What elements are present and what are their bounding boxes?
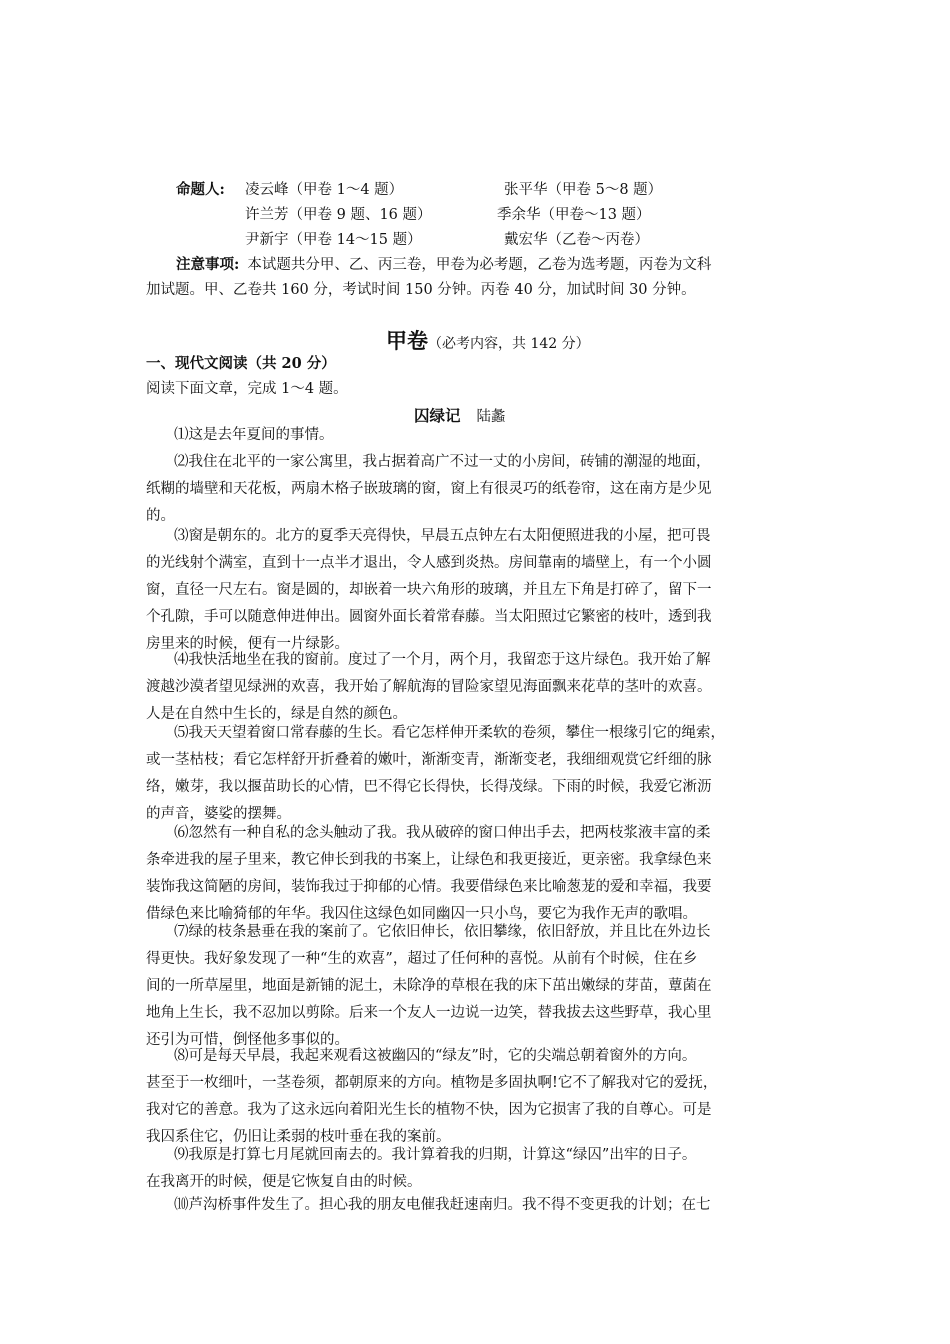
- paragraph-line: 纸糊的墙壁和天花板，两扇木格子嵌玻璃的窗，窗上有很灵巧的纸卷帘，这在南方是少见: [146, 481, 712, 497]
- section-title: [386, 325, 590, 355]
- paragraph-line: 渡越沙漠者望见绿洲的欢喜，我开始了解航海的冒险家望见海面飘来花草的茎叶的欢喜。: [146, 679, 712, 695]
- paragraph-line: 络，嫩芽，我以揠苗助长的心情，巴不得它长得快，长得茂绿。下雨的时候，我爱它淅沥: [146, 779, 712, 795]
- paragraph-line: ⑵我住在北平的一家公寓里，我占据着高广不过一丈的小房间，砖铺的潮湿的地面，: [174, 454, 711, 470]
- paragraph-line: ⑹忽然有一种自私的念头触动了我。我从破碎的窗口伸出手去，把两枝浆液丰富的柔: [174, 825, 711, 841]
- notice-label: 注意事项:: [176, 256, 240, 273]
- paragraph-line: ⑷我快活地坐在我的窗前。度过了一个月，两个月，我留恋于这片绿色。我开始了解: [174, 652, 711, 668]
- paragraph-line: ⑸我天天望着窗口常春藤的生长。看它怎样伸开柔软的卷须，攀住一根缘引它的绳索，: [174, 725, 725, 741]
- paragraph-line: 甚至于一枚细叶，一茎卷须，都朝原来的方向。植物是多固执啊!它不了解我对它的爱抚，: [146, 1075, 718, 1091]
- paragraph-6: [146, 820, 814, 928]
- paragraph-line: 的光线射个满室，直到十一点半才退出，令人感到炎热。房间靠南的墙壁上，有一个小圆: [146, 555, 712, 571]
- paragraph-line: 房里来的时候，便有一片绿影。: [146, 636, 349, 652]
- paragraph-line: 我囚系住它，仍旧让柔弱的枝叶垂在我的案前。: [146, 1129, 451, 1145]
- author-entry: 凌云峰（甲卷 1～4 题）: [245, 182, 404, 198]
- paragraph-line: 我对它的善意。我为了这永远向着阳光生长的植物不快，因为它损害了我的自尊心。可是: [146, 1102, 712, 1118]
- section-title-main: 甲卷: [386, 328, 428, 353]
- paragraph-line: ⑺绿的枝条悬垂在我的案前了。它依旧伸长，依旧攀缘，依旧舒放，并且比在外边长: [174, 924, 711, 940]
- paragraph-4: [146, 647, 814, 728]
- paragraph-line: 的。: [146, 508, 175, 524]
- paragraph-7: [146, 919, 814, 1054]
- paragraph-line: 的声音，婆娑的摆舞。: [146, 806, 291, 822]
- author-entry: 戴宏华（乙卷～丙卷）: [504, 232, 649, 248]
- author-entry: 尹新宇（甲卷 14～15 题）: [245, 232, 422, 248]
- paragraph-line: 借绿色来比喻猗郁的年华。我囚住这绿色如同幽囚一只小鸟，要它为我作无声的歌唱。: [146, 906, 697, 922]
- author-entry: 许兰芳（甲卷 9 题、16 题）: [245, 207, 432, 223]
- paragraph-10: [146, 1192, 814, 1219]
- paragraph-5: [146, 720, 814, 828]
- author-entry: 张平华（甲卷 5～8 题）: [504, 182, 663, 198]
- paragraph-line: ⑼我原是打算七月尾就回南去的。我计算着我的归期，计算这“绿囚”出牢的日子。: [174, 1147, 697, 1163]
- paragraph-line: 还引为可惜，倒怪他多事似的。: [146, 1032, 349, 1048]
- paragraph-line: ⑶窗是朝东的。北方的夏季天亮得快，早晨五点钟左右太阳便照进我的小屋，把可畏: [174, 528, 711, 544]
- instruction: 阅读下面文章，完成 1～4 题。: [146, 381, 348, 397]
- paragraph-line: ⑴这是去年夏间的事情。: [174, 427, 334, 443]
- paragraph-3: [146, 523, 814, 658]
- part-heading: 一、现代文阅读（共 20 分）: [146, 355, 336, 372]
- paragraph-line: ⑻可是每天早晨，我起来观看这被幽囚的“绿友”时，它的尖端总朝着窗外的方向。: [174, 1048, 697, 1064]
- paragraph-line: 条牵进我的屋子里来，教它伸长到我的书案上，让绿色和我更接近，更亲密。我拿绿色来: [146, 852, 712, 868]
- paragraph-line: 或一茎枯枝；看它怎样舒开折叠着的嫩叶，渐渐变青，渐渐变老，我细细观赏它纤细的脉: [146, 752, 712, 768]
- paragraph-line: 人是在自然中生长的，绿是自然的颜色。: [146, 706, 407, 722]
- paragraph-9: [146, 1142, 814, 1196]
- paragraph-line: 地角上生长，我不忍加以剪除。后来一个友人一边说一边笑，替我拔去这些野草，我心里: [146, 1005, 712, 1021]
- section-title-sub: （必考内容，共 142 分）: [428, 336, 590, 352]
- notice-text: 本试题共分甲、乙、丙三卷，甲卷为必考题，乙卷为选考题，丙卷为文科: [247, 257, 712, 273]
- paragraph-8: [146, 1043, 814, 1151]
- author-entry: 季余华（甲卷～13 题）: [497, 207, 651, 223]
- paragraph-line: 个孔隙，手可以随意伸进伸出。圆窗外面长着常春藤。当太阳照过它繁密的枝叶，透到我: [146, 609, 712, 625]
- paragraph-line: 间的一所草屋里，地面是新铺的泥土，未除净的草根在我的床下茁出嫩绿的芽苗，蕈菌在: [146, 978, 712, 994]
- authors-label: 命题人:: [176, 181, 225, 198]
- paragraph-2: [146, 449, 814, 530]
- article-author: 陆蠡: [476, 409, 506, 425]
- article-title: 囚绿记: [414, 406, 461, 425]
- notice-line-2: 加试题。甲、乙卷共 160 分，考试时间 150 分钟。丙卷 40 分，加试时间 30 分钟。: [146, 282, 696, 298]
- paragraph-line: 得更快。我好象发现了一种“生的欢喜”，超过了任何种的喜悦。从前有个时候，住在乡: [146, 951, 698, 967]
- paragraph-line: 窗，直径一尺左右。窗是圆的，却嵌着一块六角形的玻璃，并且左下角是打碎了，留下一: [146, 582, 712, 598]
- notice-line-1: [176, 253, 711, 274]
- paragraph-line: 装饰我这简陋的房间，装饰我过于抑郁的心情。我要借绿色来比喻葱茏的爱和幸福，我要: [146, 879, 712, 895]
- paragraph-line: 在我离开的时候，便是它恢复自由的时候。: [146, 1174, 422, 1190]
- paragraph-1: [146, 422, 814, 449]
- paragraph-line: ⑽芦沟桥事件发生了。担心我的朋友电催我赶速南归。我不得不变更我的计划；在七: [174, 1197, 711, 1213]
